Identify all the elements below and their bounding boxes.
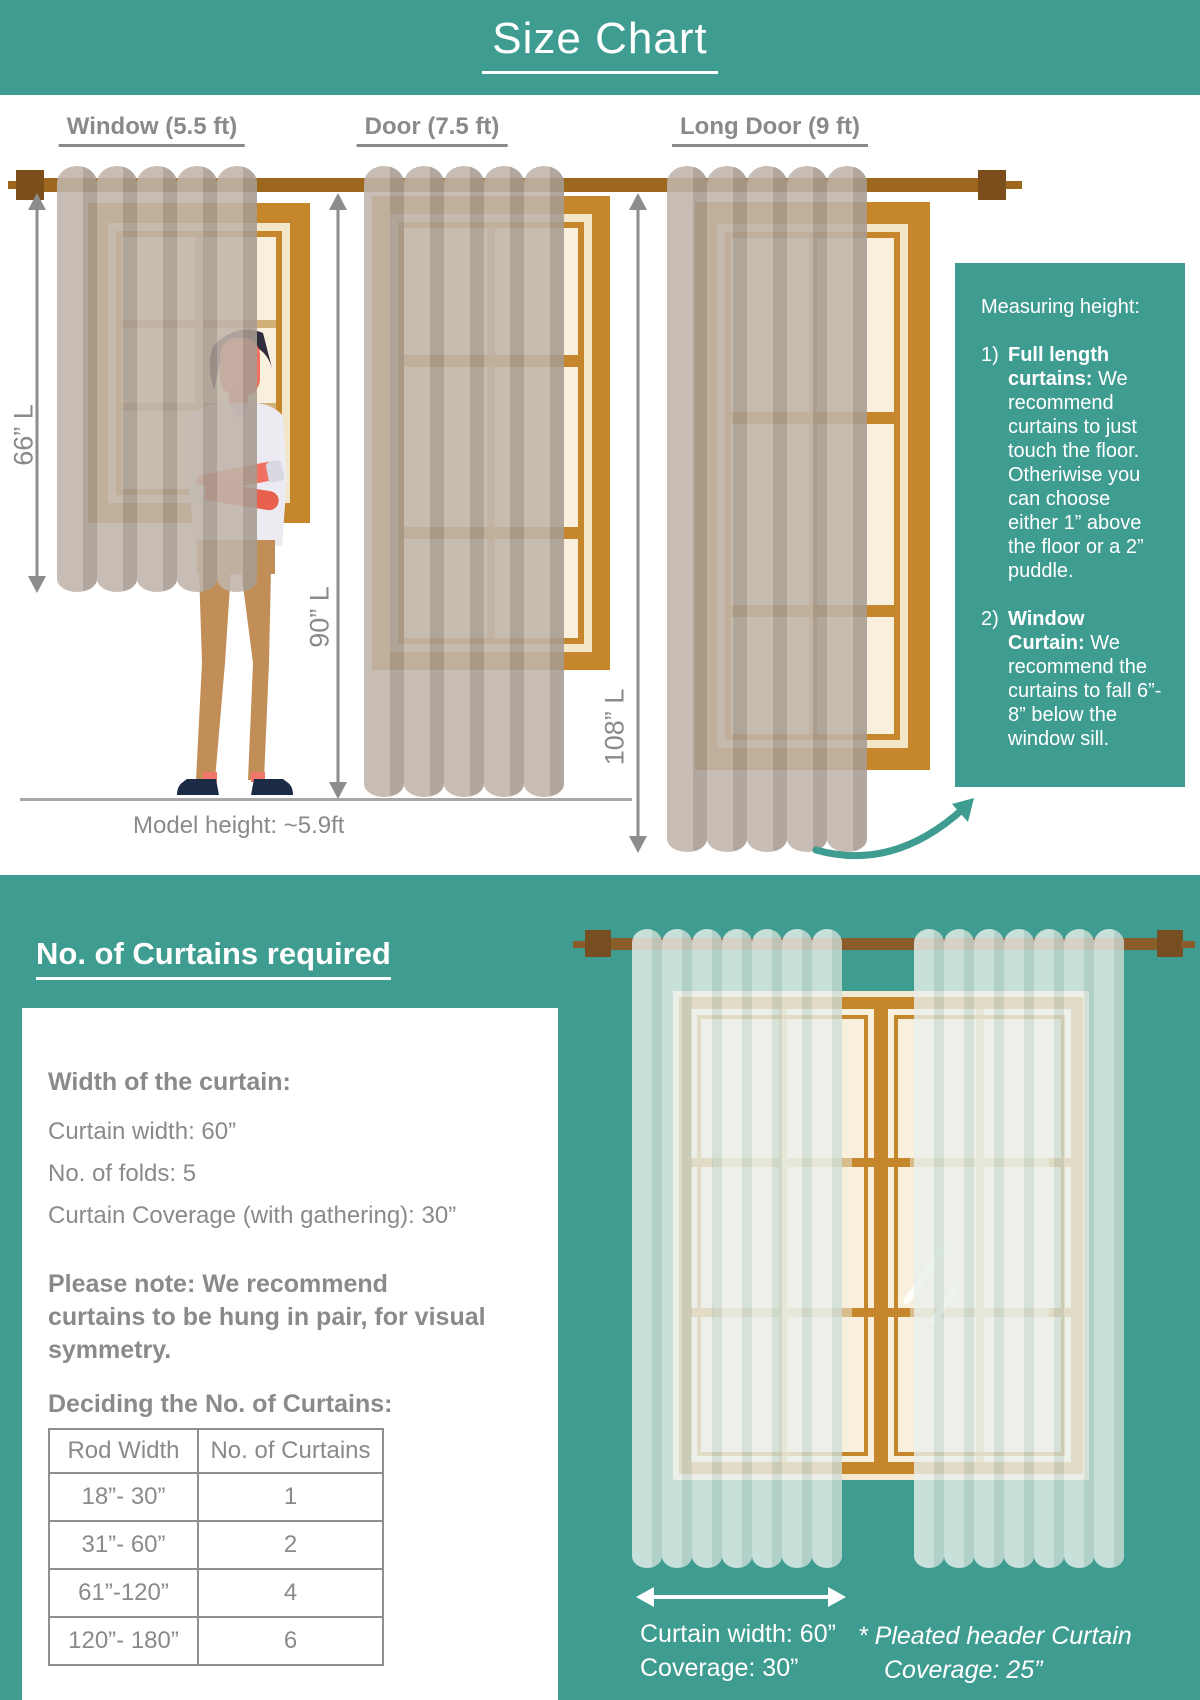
section-heading: No. of Curtains required <box>36 936 391 980</box>
rod-width-table <box>48 1428 384 1666</box>
width-title: Width of the curtain: <box>48 1068 291 1096</box>
table-title: Deciding the No. of Curtains: <box>48 1390 393 1418</box>
b-rod-right-finial <box>1157 930 1183 957</box>
sheer-curtain-right <box>914 925 1124 1571</box>
table-row: 18”- 30” 1 <box>49 1473 383 1521</box>
sheer-curtain-left <box>632 925 842 1571</box>
b-rod-left-finial <box>585 930 611 957</box>
info-card <box>22 1008 558 1700</box>
pair-note: Please note: We recommend curtains to be hung in pair, for visual symmetry. <box>48 1270 486 1364</box>
width-line-1: Curtain width: 60” <box>48 1118 237 1145</box>
width-line-3: Curtain Coverage (with gathering): 30” <box>48 1202 457 1229</box>
measuring-item-1: 1) Full length curtains: We recommend curtains to just touch the floor. Otheriwise you can choose either 1” above the floor or a 2” puddle. <box>981 344 1144 582</box>
length-label-66: 66” L <box>8 404 39 466</box>
label-window: Window (5.5 ft) <box>59 113 245 147</box>
table-row: 120”- 180” 6 <box>49 1617 383 1665</box>
rod-right-nub <box>1006 181 1022 189</box>
length-arrow-90-icon <box>325 192 351 800</box>
curtain-width-label: Curtain width: 60” <box>640 1620 836 1648</box>
measuring-item-2: 2) Window Curtain: We recommend the curtains to fall 6”- 8” below the window sill. <box>981 608 1162 750</box>
table-row: 61”-120” 4 <box>49 1569 383 1617</box>
table-row: 31”- 60” 2 <box>49 1521 383 1569</box>
col-header-no-curtains: No. of Curtains <box>198 1429 383 1473</box>
label-door: Door (7.5 ft) <box>357 113 508 147</box>
b-rod-right-nub <box>1181 941 1195 948</box>
pleated-note-line2: Coverage: 25” <box>884 1656 1043 1684</box>
rod-left-nub <box>8 181 16 189</box>
model-height-note: Model height: ~5.9ft <box>133 812 345 839</box>
label-long-door: Long Door (9 ft) <box>672 113 868 147</box>
length-label-90: 90” L <box>304 586 335 648</box>
pleated-note-line1: * Pleated header Curtain <box>858 1622 1132 1650</box>
coverage-label: Coverage: 30” <box>640 1654 799 1682</box>
length-arrow-66-icon <box>24 192 50 594</box>
measuring-height-title: Measuring height: <box>981 296 1140 318</box>
header-band <box>0 0 1200 95</box>
length-label-108: 108” L <box>599 688 630 766</box>
page-title: Size Chart <box>482 14 717 74</box>
curtain-108in <box>667 163 867 853</box>
curved-arrow-icon <box>806 792 986 864</box>
measuring-height-box <box>955 263 1185 787</box>
curtain-90in <box>364 163 564 798</box>
curtain-66in <box>57 163 257 593</box>
width-line-2: No. of folds: 5 <box>48 1160 197 1187</box>
rod-right-finial <box>978 170 1006 200</box>
col-header-rod-width: Rod Width <box>49 1429 198 1473</box>
width-arrow-icon <box>634 1580 848 1614</box>
